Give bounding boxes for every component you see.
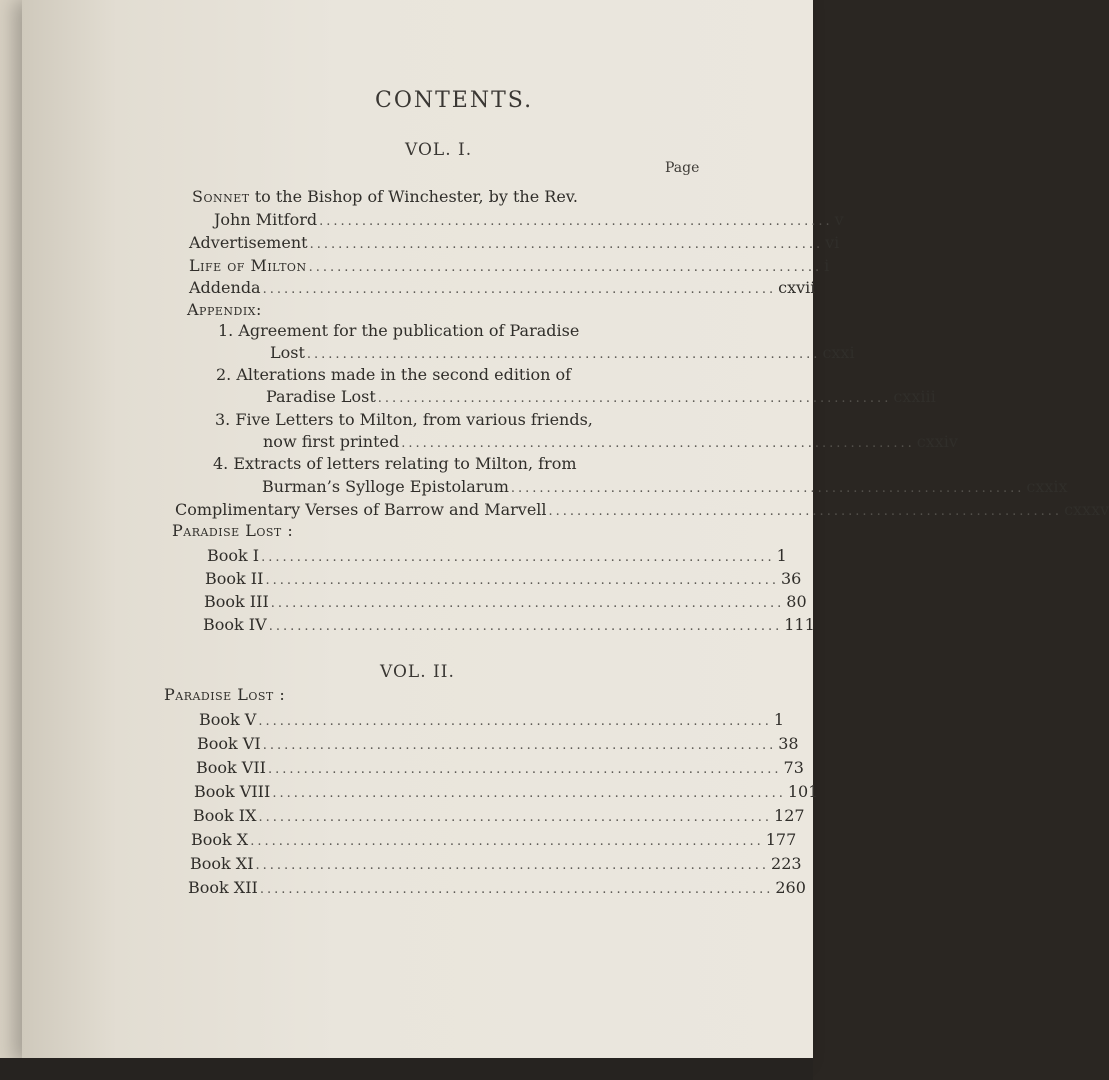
toc-entry-book-4[interactable]	[203, 614, 815, 636]
toc-entry-label: Book IV	[203, 615, 267, 634]
toc-entry-appendix-4[interactable]	[262, 476, 1068, 498]
leader-dots: ........................................................................	[268, 762, 782, 777]
toc-entry-book-6[interactable]	[197, 733, 799, 755]
appendix-1-line1: 1. Agreement for the publication of Paradise	[218, 321, 580, 340]
sonnet-rest: to the Bishop of Winchester, by the Rev.	[249, 187, 579, 206]
leader-dots: ........................................................................	[259, 882, 774, 897]
toc-entry-label: Book V	[199, 710, 257, 729]
appendix-4-line1: 4. Extracts of letters relating to Milton, from	[213, 454, 577, 473]
vol2-heading: VOL. II.	[380, 662, 455, 682]
toc-entry-page: vi	[825, 233, 840, 252]
toc-entry-page: cxxiii	[893, 387, 936, 406]
toc-entry-label: Book XI	[190, 854, 254, 873]
toc-entry-book-3[interactable]	[204, 591, 807, 613]
leader-dots: ........................................................................	[265, 573, 779, 588]
page-bottom-shadow	[0, 1058, 813, 1080]
leader-dots: ........................................................................	[319, 214, 833, 229]
toc-entry-addenda[interactable]	[189, 277, 816, 299]
toc-entry-label: Book X	[191, 830, 249, 849]
toc-entry-page: cxvii	[778, 278, 816, 297]
toc-entry-page: cxxxv	[1064, 500, 1109, 519]
leader-dots: ........................................................................	[270, 596, 785, 611]
toc-entry-book-2[interactable]	[205, 568, 802, 590]
vol1-heading: VOL. I.	[405, 140, 473, 160]
toc-entry-label: Addenda	[189, 278, 261, 297]
toc-entry-page: v	[834, 210, 844, 229]
toc-entry-appendix-2[interactable]	[266, 386, 936, 408]
appendix-label: Appendix:	[187, 300, 262, 319]
appendix-2-line1: 2. Alterations made in the second edition of	[216, 365, 572, 384]
leader-dots: ........................................................................	[377, 391, 892, 406]
toc-entry-book-7[interactable]	[196, 757, 804, 779]
toc-entry-sonnet[interactable]	[214, 209, 844, 231]
leader-dots: ........................................................................	[268, 619, 783, 634]
page-title: CONTENTS.	[375, 88, 534, 113]
toc-entry-label: Paradise Lost	[266, 387, 376, 406]
toc-entry-label: Lost	[270, 343, 305, 362]
toc-entry-page: i	[824, 256, 830, 275]
toc-entry-page: 80	[786, 592, 807, 611]
toc-entry-label: Advertisement	[189, 233, 308, 252]
leader-dots: ........................................................................	[258, 810, 773, 825]
toc-entry-label: Book I	[207, 546, 260, 565]
paradise-lost-label-vol1: Paradise Lost :	[172, 521, 294, 540]
toc-entry-label: now first printed	[263, 432, 400, 451]
appendix-3-line1: 3. Five Letters to Milton, from various friends,	[215, 410, 593, 429]
toc-entry-appendix-3[interactable]	[263, 431, 958, 453]
toc-entry-label: Book XII	[188, 878, 258, 897]
toc-entry-book-10[interactable]	[191, 829, 797, 851]
toc-entry-book-1[interactable]	[207, 545, 787, 567]
leader-dots: ........................................................................	[262, 738, 777, 753]
toc-entry-page: 1	[773, 710, 785, 729]
paradise-lost-label-vol2: Paradise Lost :	[164, 685, 286, 704]
toc-entry-complimentary[interactable]	[175, 499, 1109, 521]
leader-dots: ........................................................................	[308, 260, 823, 275]
toc-entry-label: John Mitford	[214, 210, 318, 229]
page-column-header: Page	[665, 160, 700, 176]
toc-entry-page: 1	[776, 546, 787, 565]
toc-entry-label: Book VIII	[194, 782, 271, 801]
leader-dots: ........................................................................	[548, 504, 1063, 519]
toc-entry-book-5[interactable]	[199, 709, 785, 731]
leader-dots: ........................................................................	[401, 436, 915, 451]
leader-dots: ........................................................................	[510, 481, 1025, 496]
leader-dots: ........................................................................	[250, 834, 764, 849]
toc-entry-page: 177	[765, 830, 797, 849]
toc-entry-page: cxxiv	[916, 432, 958, 451]
toc-entry-page: 260	[775, 878, 806, 897]
toc-entry-appendix-1[interactable]	[270, 342, 855, 364]
toc-entry-label: Book VI	[197, 734, 261, 753]
toc-entry-book-11[interactable]	[190, 853, 802, 875]
toc-entry-page: 73	[783, 758, 804, 777]
toc-entry-label: Book VII	[196, 758, 266, 777]
toc-entry-page: 38	[778, 734, 799, 753]
toc-sonnet-line1	[192, 186, 578, 208]
leader-dots: ........................................................................	[272, 786, 786, 801]
toc-entry-book-12[interactable]	[188, 877, 806, 899]
toc-entry-label: Life of Milton	[189, 256, 307, 275]
toc-entry-page: cxxix	[1026, 477, 1068, 496]
leader-dots: ........................................................................	[258, 714, 772, 729]
leader-dots: ........................................................................	[255, 858, 770, 873]
contents-page	[22, 0, 1109, 1062]
toc-entry-page: 101	[787, 782, 819, 801]
toc-entry-page: 127	[774, 806, 805, 825]
toc-entry-label: Burman’s Sylloge Epistolarum	[262, 477, 509, 496]
toc-entry-label: Book III	[204, 592, 269, 611]
toc-entry-life[interactable]	[189, 255, 830, 277]
leader-dots: ........................................................................	[262, 282, 777, 297]
toc-entry-book-8[interactable]	[194, 781, 819, 803]
leader-dots: ........................................................................	[261, 550, 775, 565]
sonnet-lead: Sonnet	[192, 187, 250, 206]
toc-entry-label: Book II	[205, 569, 264, 588]
leader-dots: ........................................................................	[309, 237, 824, 252]
toc-entry-page: 36	[780, 569, 802, 588]
toc-entry-label: Complimentary Verses of Barrow and Marvell	[175, 500, 547, 519]
toc-entry-page: 111	[784, 615, 815, 634]
toc-entry-label: Book IX	[193, 806, 257, 825]
toc-entry-page: cxxi	[822, 343, 855, 362]
toc-entry-page: 223	[771, 854, 802, 873]
toc-entry-advertisement[interactable]	[189, 232, 840, 254]
leader-dots: ........................................................................	[306, 347, 821, 362]
toc-entry-book-9[interactable]	[193, 805, 805, 827]
